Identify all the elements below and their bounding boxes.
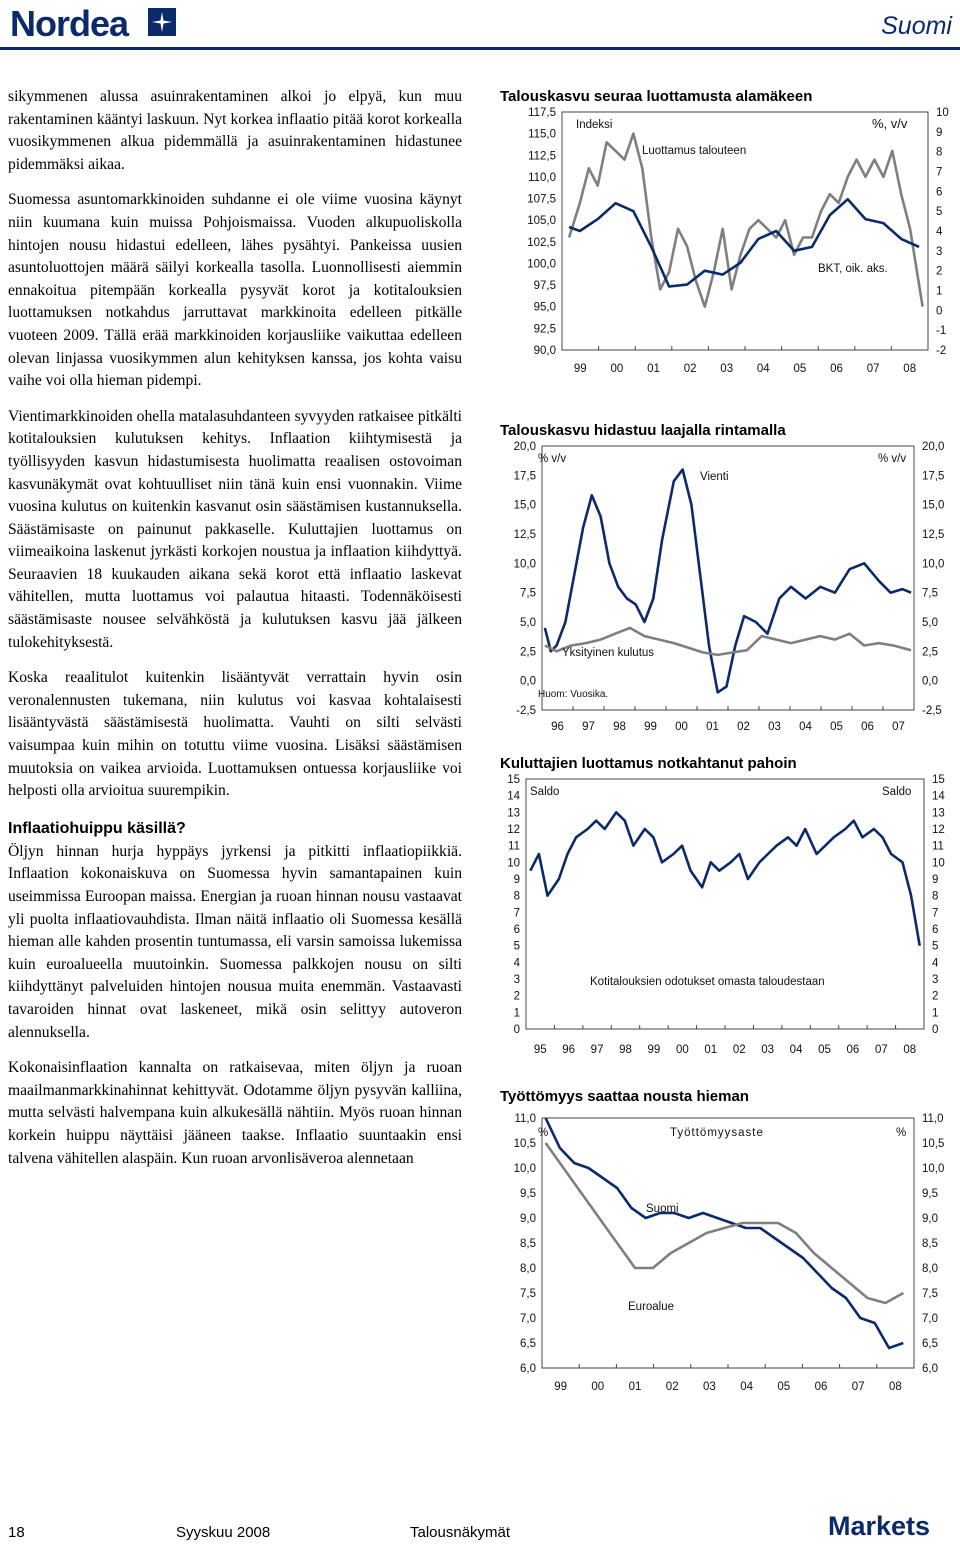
y-tick-label-right: 14 — [932, 790, 945, 803]
x-tick-label: 99 — [573, 363, 587, 375]
y-tick-label-right: 7 — [932, 907, 939, 920]
y-tick-label-left: 6 — [513, 924, 520, 936]
paragraph: Öljyn hinnan hurja hyppäys jyrkensi ja pitkitti inflaatiopiikkiä. Inflaation kokonaiskuva on Suomessa hyvin samantapainen kuin useimmissa Euroopan maissa. Energian ja ruoan hinnan nousu vastaavat yli puolta inflaatiovauhdista. Ilman näitä inflaatio oli Suomessa kesällä hieman alle kahden prosentin tuntumassa, eli varsin samoissa lukemissa kuin euroalueella muutoinkin. Suomessa palkkojen nousu on silti kiihdyttänyt palveluiden hintojen nousua muita enemmän. Vastaavasti tavaroiden hinnat ovat laskeneet, mikä osin selittyy autoveron alennuksella. — [8, 842, 462, 1041]
y-tick-label-left: 4 — [513, 957, 520, 970]
y-tick-label-right: -2,5 — [922, 705, 942, 717]
y-tick-label-right: 1 — [932, 1007, 939, 1020]
section-heading: Inflaatiohuippu käsillä? — [8, 819, 186, 837]
right-axis-label: % v/v — [878, 453, 907, 465]
y-tick-label-left: 8 — [513, 890, 520, 903]
y-tick-label-left: 7,5 — [520, 587, 536, 600]
chart-title: Kuluttajien luottamus notkahtanut pahoin — [500, 755, 797, 772]
nordea-wordmark: Nordea — [10, 6, 129, 40]
x-tick-label: 07 — [866, 363, 880, 375]
y-tick-label-left: 8,0 — [520, 1263, 536, 1275]
plot-frame — [526, 779, 924, 1029]
x-tick-label: 00 — [675, 721, 688, 733]
y-tick-label-left: 6,0 — [520, 1363, 536, 1375]
y-tick-label-left: 117,5 — [528, 107, 556, 119]
x-tick-label: 98 — [619, 1044, 632, 1056]
y-tick-label-right: 12,5 — [922, 529, 945, 541]
y-tick-label-right: 12 — [932, 824, 945, 836]
y-tick-label-right: 4 — [932, 957, 939, 970]
y-tick-label-left: 7 — [513, 907, 520, 920]
y-tick-label-left: 92,5 — [533, 323, 556, 336]
y-tick-label-right: 10 — [936, 107, 949, 119]
y-tick-label-right: 17,5 — [922, 470, 945, 483]
x-tick-label: 05 — [830, 721, 843, 733]
chart-4 — [500, 1088, 956, 1406]
y-tick-label-right: 1 — [936, 285, 943, 298]
y-tick-label-right: 0 — [932, 1024, 939, 1036]
y-tick-label-right: 6 — [936, 186, 943, 199]
y-tick-label-right: 9 — [932, 874, 939, 886]
chart-3 — [500, 755, 956, 1073]
y-tick-label-right: -1 — [936, 325, 947, 338]
page-number: 18 — [8, 1524, 25, 1541]
y-tick-label-left: 102,5 — [527, 236, 556, 249]
y-tick-label-left: 115,0 — [528, 128, 556, 141]
y-tick-label-left: 9,0 — [520, 1213, 536, 1225]
x-tick-label: 98 — [613, 721, 626, 733]
x-tick-label: 06 — [846, 1044, 860, 1056]
y-tick-label-right: 7,5 — [922, 587, 938, 600]
y-tick-label-left: 90,0 — [533, 345, 556, 357]
x-tick-label: 95 — [533, 1044, 547, 1056]
y-tick-label-right: 20,0 — [922, 441, 945, 453]
y-tick-label-left: 8,5 — [520, 1238, 536, 1250]
nordea-star-icon — [148, 8, 176, 36]
plot-frame — [542, 446, 914, 710]
y-tick-label-left: 0,0 — [520, 675, 536, 688]
y-tick-label-left: 12 — [507, 824, 520, 836]
series-line — [530, 812, 919, 945]
y-tick-label-right: 7 — [936, 166, 943, 179]
x-tick-label: 05 — [818, 1044, 831, 1056]
y-tick-label-right: 10 — [932, 857, 945, 870]
x-tick-label: 03 — [703, 1381, 716, 1393]
x-tick-label: 03 — [768, 721, 781, 733]
left-axis-label: Indeksi — [576, 119, 613, 131]
y-tick-label-right: 3 — [932, 974, 939, 986]
y-tick-label-right: 10,0 — [922, 558, 945, 571]
series-label: Yksityinen kulutus — [562, 647, 655, 659]
y-tick-label-left: 9 — [513, 874, 520, 886]
paragraph: sikymmenen alussa asuinrakentaminen alkoi jo elpyä, kun muu rakentaminen kääntyi laskuun. Nyt korkea inflaatio pitää korot korkealla vuosikymmenen alkua pidemmällä ja asuinrakentaminen hidastunee pidemmäksi aikaa. — [8, 88, 462, 173]
x-tick-label: 05 — [793, 363, 807, 375]
y-tick-label-right: 10,5 — [922, 1138, 945, 1150]
y-tick-label-right: 15 — [932, 774, 945, 786]
right-axis-label: Saldo — [882, 786, 912, 798]
right-axis-label: % — [896, 1127, 907, 1139]
x-tick-label: 97 — [590, 1044, 604, 1056]
y-tick-label-right: 9,0 — [922, 1213, 938, 1225]
x-tick-label: 02 — [665, 1381, 679, 1393]
y-tick-label-right: 8 — [936, 146, 943, 159]
x-tick-label: 02 — [737, 721, 750, 733]
y-tick-label-left: 10,0 — [513, 1163, 536, 1175]
article-column — [8, 86, 462, 1183]
chart-1-plot — [500, 106, 956, 406]
x-tick-label: 02 — [732, 1044, 746, 1056]
x-tick-label: 08 — [903, 363, 917, 375]
y-tick-label-right: 7,0 — [922, 1313, 938, 1325]
x-tick-label: 04 — [740, 1381, 753, 1393]
x-tick-label: 03 — [761, 1044, 775, 1056]
x-tick-label: 04 — [789, 1044, 803, 1056]
series-line — [546, 1143, 904, 1303]
series-label: Vienti — [700, 471, 729, 483]
y-tick-label-right: 7,5 — [922, 1288, 938, 1300]
y-tick-label-right: 6,5 — [922, 1338, 938, 1350]
y-tick-label-right: 6 — [932, 924, 939, 936]
y-tick-label-left: 107,5 — [527, 193, 556, 206]
y-tick-label-right: 10,0 — [922, 1163, 945, 1175]
y-tick-label-left: 13 — [507, 807, 520, 820]
x-tick-label: 07 — [851, 1381, 865, 1393]
y-tick-label-right: 9 — [936, 126, 943, 139]
y-tick-label-right: 15,0 — [922, 499, 945, 512]
y-tick-label-right: 11,0 — [922, 1113, 944, 1125]
x-tick-label: 07 — [874, 1044, 888, 1056]
chart-2-plot — [500, 440, 956, 750]
x-tick-label: 97 — [582, 721, 595, 733]
y-tick-label-left: 5,0 — [520, 617, 536, 629]
paragraph: Kokonaisinflaation kannalta on ratkaisevaa, miten öljyn ja ruoan maailmanmarkkinahinnat kehittyvät. Odotamme öljyn pysyvän kalliina, mutta selvästi halvempana kuin alkukesällä nähtiin. Myös ruoan hinnan korkein huippu näyttäisi jääneen taakse. Inflaatio suuntaakin ensi talvena vähitellen alaspäin. Kun ruoan arvonlisäveroa alennetaan — [8, 1059, 462, 1167]
x-tick-label: 06 — [861, 721, 874, 733]
series-label: Suomi — [646, 1203, 679, 1215]
x-tick-label: 01 — [704, 1044, 718, 1056]
x-tick-label: 00 — [675, 1044, 689, 1056]
markets-logo — [828, 1510, 954, 1540]
x-tick-label: 04 — [756, 363, 770, 375]
chart-title: Talouskasvu seuraa luottamusta alamäkeen — [500, 88, 813, 105]
y-tick-label-left: 9,5 — [520, 1188, 536, 1200]
y-tick-label-left: 112,5 — [528, 150, 556, 163]
y-tick-label-right: -2 — [936, 345, 947, 357]
y-tick-label-right: 5 — [932, 940, 939, 953]
x-tick-label: 99 — [647, 1044, 661, 1056]
y-tick-label-left: 105,0 — [527, 215, 556, 228]
x-tick-label: 03 — [720, 363, 734, 375]
left-axis-label: % v/v — [538, 453, 567, 465]
x-tick-label: 99 — [554, 1381, 567, 1393]
chart-center-label: Työttömyysaste — [670, 1127, 764, 1139]
x-tick-label: 96 — [551, 721, 564, 733]
x-tick-label: 06 — [830, 363, 843, 375]
y-tick-label-right: 0 — [936, 305, 943, 318]
y-tick-label-left: 17,5 — [513, 470, 536, 483]
markets-wordmark: Markets — [828, 1511, 931, 1540]
x-tick-label: 08 — [903, 1044, 917, 1056]
y-tick-label-right: 8,5 — [922, 1238, 938, 1250]
left-axis-label: % — [538, 1127, 549, 1139]
plot-frame — [542, 1118, 914, 1368]
y-tick-label-right: 2,5 — [922, 646, 938, 659]
y-tick-label-right: 6,0 — [922, 1363, 938, 1375]
y-tick-label-left: 11,0 — [514, 1113, 536, 1125]
y-tick-label-left: 11 — [508, 840, 520, 853]
issue-date: Syyskuu 2008 — [176, 1524, 271, 1541]
x-tick-label: 01 — [628, 1381, 642, 1393]
country-label: Suomi — [881, 12, 952, 40]
y-tick-label-left: 5 — [513, 940, 520, 953]
paragraph: Koska reaalitulot kuitenkin lisääntyvät verrattain hyvin osin veronalennusten tukemana, niin kulutus voi kasvaa kohtalaisesti lisääntyvästä säästämisestä huolimatta. Vauhti on silti selvästi vaisumpaa kuin mihin on totuttu viime vuosina. Lisäksi säästämisen muutoksia on vaikea arvioida. Luottamuksen ontuessa korjausliike voi helposti olla arvioitua suurempikin. — [8, 669, 462, 800]
y-tick-label-right: 3 — [936, 245, 943, 258]
y-tick-label-left: 15,0 — [513, 499, 536, 512]
left-axis-label: Saldo — [530, 786, 560, 798]
chart-1 — [500, 88, 956, 406]
y-tick-label-left: 3 — [513, 974, 520, 986]
y-tick-label-left: 14 — [507, 790, 520, 803]
y-tick-label-left: 110,0 — [528, 171, 556, 184]
series-label: Euroalue — [628, 1301, 675, 1313]
header-rule — [0, 47, 960, 50]
x-tick-label: 05 — [777, 1381, 791, 1393]
y-tick-label-right: 2 — [936, 265, 943, 278]
y-tick-label-left: 7,0 — [520, 1313, 536, 1325]
y-tick-label-right: 11 — [932, 840, 944, 853]
y-tick-label-right: 5,0 — [922, 617, 938, 629]
y-tick-label-left: 95,0 — [533, 301, 556, 314]
series-label: Luottamus talouteen — [642, 145, 747, 157]
y-tick-label-left: 2 — [513, 990, 520, 1003]
y-tick-label-right: 2 — [932, 990, 939, 1003]
nordea-logo — [8, 6, 178, 40]
y-tick-label-right: 4 — [936, 226, 943, 238]
x-tick-label: 00 — [610, 363, 624, 375]
series-line — [546, 1118, 907, 1348]
paragraph: Suomessa asuntomarkkinoiden suhdanne ei ole viime vuosina käynyt niin kuumana kuin muissa Pohjoismaissa. Vuoden alkupuoliskolla hintojen nousu hidastui edelleen, lähes pysähtyi. Pankeissa uusien asuntoluottojen määrä säilyi korkealla tasolla. Luonnollisesti aiemmin ennakoitua pitempään korkealla pysyvät korot ja kotitalouksien luottamuksen notkahdus jarruttavat markkinoita edelleen pitkälle vuoteen 2009. Tällä erää markkinoiden korjausliike vaikuttaa edelleen olevan linjassa vuosikymmen alun kehityksen kanssa, jos kohta vaisu vaihe voi olla hieman pidempi. — [8, 191, 462, 390]
y-tick-label-left: 2,5 — [520, 646, 536, 659]
y-tick-label-left: 12,5 — [513, 529, 536, 541]
y-tick-label-left: 10,5 — [513, 1138, 536, 1150]
publication-name: Talousnäkymät — [410, 1524, 511, 1541]
chart-title: Työttömyys saattaa nousta hieman — [500, 1088, 749, 1105]
x-tick-label: 01 — [706, 721, 719, 733]
chart-2 — [500, 422, 956, 750]
y-tick-label-right: 0,0 — [922, 675, 938, 688]
y-tick-label-right: 5 — [936, 206, 943, 219]
x-tick-label: 96 — [562, 1044, 576, 1056]
x-tick-label: 01 — [647, 363, 660, 375]
y-tick-label-left: -2,5 — [516, 705, 536, 717]
x-tick-label: 08 — [889, 1381, 902, 1393]
y-tick-label-left: 6,5 — [520, 1338, 536, 1350]
chart-4-plot — [500, 1106, 956, 1406]
chart-title: Talouskasvu hidastuu laajalla rintamalla — [500, 422, 786, 439]
y-tick-label-left: 10 — [507, 857, 520, 870]
x-tick-label: 99 — [644, 721, 657, 733]
paragraph: Vientimarkkinoiden ohella matalasuhdanteen syvyyden ratkaisee pitkälti kotitalouksien kulutuksen kehitys. Inflaation kiihtymisestä ja työllisyyden kasvun hidastumisesta huolimatta reaalisen ostovoiman kasvunäkymät ovat kohtuulliset niin tänä kuin ensi vuonnakin. Viime vuosina kulutus on kuitenkin kasvanut osin säästämisen kustannuksella. Säästämisaste on painunut pakkaselle. Kuluttajien luottamus on viimeaikoina laskenut jyrkästi korkojen noustua ja inflaation kiihdyttyä. Seuraavien 18 kuukauden aikana sekä korot että inflaatio laskevat vähitellen, mutta luottamus voi palautua hitaasti. Todennäköisesti säästämisaste nousee selvähköstä ja kulutuksen kasvu jää jälkeen tulokehityksestä. — [8, 407, 462, 651]
y-tick-label-left: 7,5 — [520, 1288, 536, 1300]
chart-note: Huom: Vuosika. — [538, 689, 609, 700]
x-tick-label: 04 — [799, 721, 812, 733]
y-tick-label-right: 8,0 — [922, 1263, 938, 1275]
y-tick-label-left: 20,0 — [513, 441, 536, 453]
x-tick-label: 02 — [683, 363, 697, 375]
y-tick-label-left: 0 — [513, 1024, 520, 1036]
y-tick-label-right: 8 — [932, 890, 939, 903]
series-label: Kotitalouksien odotukset omasta taloudestaan — [590, 976, 825, 988]
x-tick-label: 00 — [591, 1381, 605, 1393]
chart-3-plot — [500, 773, 956, 1073]
x-tick-label: 06 — [814, 1381, 828, 1393]
y-tick-label-right: 9,5 — [922, 1188, 938, 1200]
series-label: BKT, oik. aks. — [818, 263, 888, 275]
y-tick-label-right: 13 — [932, 807, 945, 820]
y-tick-label-left: 15 — [507, 774, 520, 786]
y-tick-label-left: 100,0 — [527, 258, 556, 271]
y-tick-label-left: 97,5 — [533, 280, 556, 293]
right-axis-label: %, v/v — [872, 116, 908, 131]
x-tick-label: 07 — [892, 721, 905, 733]
y-tick-label-left: 1 — [513, 1007, 520, 1020]
y-tick-label-left: 10,0 — [513, 558, 536, 571]
